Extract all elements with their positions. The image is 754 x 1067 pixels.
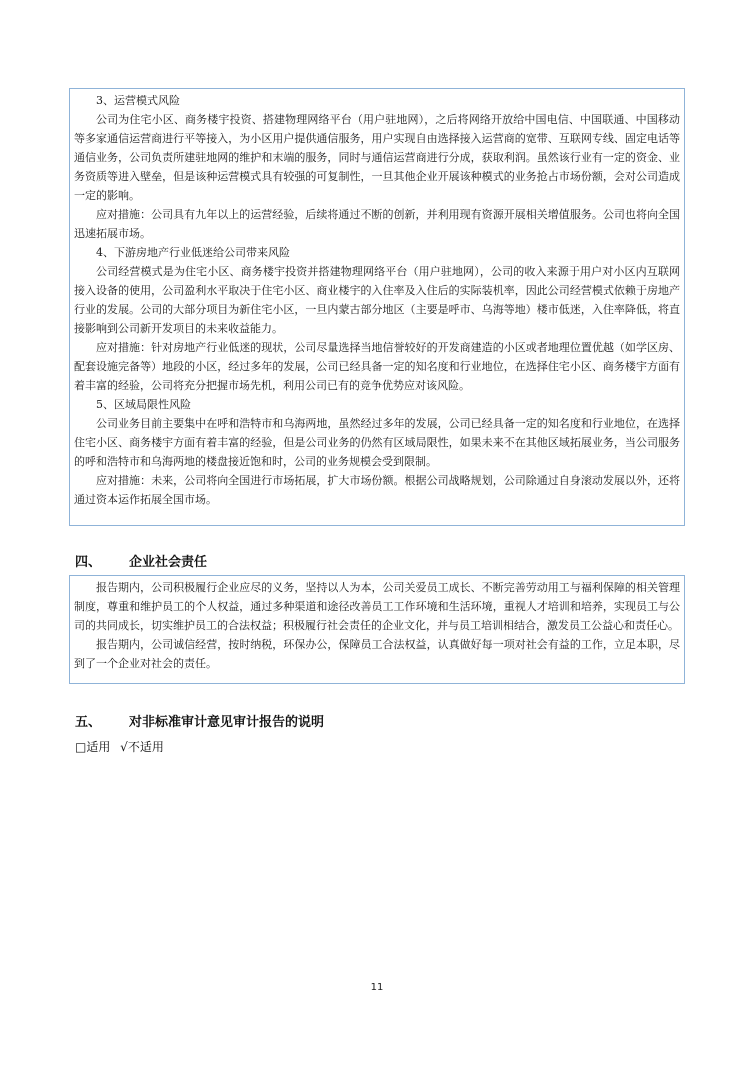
- risk-3-title: 3、运营模式风险: [96, 94, 180, 107]
- risk-3-description: 公司为住宅小区、商务楼宇投资、搭建物理网络平台（用户驻地网），之后将网络开放给中国电信、中国联通、中国移动等多家通信运营商进行平等接入，为小区用户提供通信服务，用户实现自由选择接入运营商的宽带、互联网专线、固定电话等通信业务，公司负责所建驻地网的维护和末端的服务，同时与通信运营商进行分成，获取利润。虽然该行业有一定的资金、业务资质等进入壁垒，但是该种运营模式具有较强的可复制性，一旦其他企业开展该种模式的业务抢占市场份额，会对公司造成一定的影响。: [74, 113, 680, 202]
- section-4-number: 四、: [75, 555, 102, 570]
- risk-4-measures: 应对措施：针对房地产行业低迷的现状，公司尽量选择当地信誉较好的开发商建造的小区或者地理位置优越（如学区房、配套设施完备等）地段的小区，经过多年的发展，公司已经具备一定的知名度和行业地位，在选择住宅小区、商务楼宇方面有着丰富的经验，公司将充分把握市场先机，利用公司已有的竞争优势应对该风险。: [74, 341, 680, 392]
- risk-5-title: 5、区域局限性风险: [96, 398, 191, 411]
- option-not-applicable: √不适用: [120, 740, 164, 754]
- section-5-title: 对非标准审计意见审计报告的说明: [129, 715, 325, 730]
- page-number: 11: [370, 982, 384, 993]
- risk-4-title: 4、下游房地产行业低迷给公司带来风险: [96, 246, 290, 259]
- risk-4-description: 公司经营模式是为住宅小区、商务楼宇投资并搭建物理网络平台（用户驻地网），公司的收入来源于用户对小区内互联网接入设备的使用，公司盈利水平取决于住宅小区、商业楼宇的入住率及入住后的实际装机率，因此公司经营模式依赖于房地产行业的发展。公司的大部分项目为新住宅小区，一旦内蒙古部分地区（主要是呼市、乌海等地）楼市低迷，入住率降低，将直接影响到公司新开发项目的未来收益能力。: [74, 265, 680, 335]
- risks-box: [69, 88, 685, 526]
- section-5-heading: [75, 711, 324, 730]
- risk-3-measures: 应对措施：公司具有九年以上的运营经验，后续将通过不断的创新，并利用现有资源开展相关增值服务。公司也将向全国迅速拓展市场。: [74, 208, 680, 240]
- section-5-number: 五、: [75, 715, 102, 730]
- social-responsibility-paragraph: 报告期内，公司积极履行企业应尽的义务，坚持以人为本，公司关爱员工成长、不断完善劳动用工与福利保障的相关管理制度，尊重和维护员工的个人权益，通过多种渠道和途径改善员工工作环境和生活环境，重视人才培训和培养，实现员工与公司的共同成长，切实维护员工的合法权益；积极履行社会责任的企业文化，并与员工培训相结合，激发员工公益心和责任心。: [74, 581, 680, 632]
- section-4-heading: [75, 551, 207, 570]
- section-4-title: 企业社会责任: [129, 555, 208, 570]
- risk-5-description: 公司业务目前主要集中在呼和浩特市和乌海两地，虽然经过多年的发展，公司已经具备一定的知名度和行业地位，在选择住宅小区、商务楼宇方面有着丰富的经验，但是公司业务的仍然有区域局限性，如果未来不在其他区域拓展业务，当公司服务的呼和浩特市和乌海两地的楼盘接近饱和时，公司的业务规模会受到限制。: [74, 417, 680, 468]
- risk-5-measures: 应对措施：未来，公司将向全国进行市场拓展，扩大市场份额。根据公司战略规划，公司除通过自身滚动发展以外，还将通过资本运作拓展全国市场。: [74, 474, 680, 506]
- social-responsibility-box: [69, 575, 685, 684]
- option-applicable: □适用: [75, 740, 111, 754]
- social-responsibility-paragraph: 报告期内，公司诚信经营，按时纳税，环保办公，保障员工合法权益，认真做好每一项对社会有益的工作，立足本职，尽到了一个企业对社会的责任。: [74, 638, 680, 670]
- applicability-options: [75, 738, 170, 755]
